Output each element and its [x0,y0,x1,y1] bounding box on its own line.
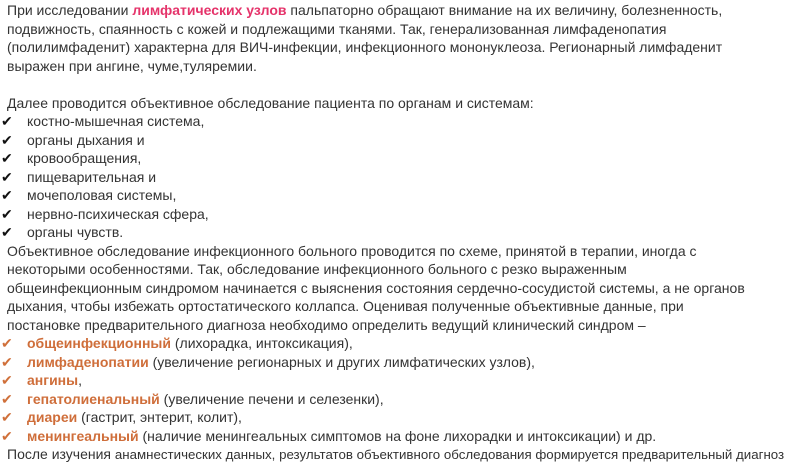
check-icon: ✔ [1,224,13,240]
exam-line-2: некоторыми особенностями. Так, обследование инфекционного больного с резко выраженным [7,261,627,277]
check-icon: ✔ [1,150,13,166]
list-item: ✔ мочеполовая системы, [1,187,177,203]
syndrome-name: диареи [27,409,78,425]
paragraph-gap [7,75,797,94]
syndromes-list [1,334,797,445]
list-item: ✔ нервно-психическая сфера, [1,205,209,222]
syndrome-item: ✔ гепатолиенальный (увеличение печени и селезенки), [1,390,384,407]
list-item: ✔ органы чувств. [1,224,124,240]
exam-line-3: общеинфекционным синдромом начинается с выяснения состояния сердечно-сосудистой системы, а не органов [7,279,745,296]
check-icon: ✔ [1,113,13,129]
systems-list [1,112,797,242]
check-icon: ✔ [1,131,13,148]
list-item: ✔ органы дыхания и [1,131,145,148]
syndrome-item: ✔ диареи (гастрит, энтерит, колит), [1,409,242,425]
syndrome-name: лимфаденопатии [27,353,149,370]
check-icon: ✔ [1,168,13,185]
systems-heading: Далее проводится объективное обследование пациента по органам и системам: [7,94,534,111]
check-icon: ✔ [1,427,13,444]
check-icon: ✔ [1,409,13,425]
intro-line-3: (полилимфаденит) характерна для ВИЧ-инфекции, инфекционного мононуклеоза. Регионарный лимфаденит [7,39,723,55]
exam-line-5: постановке предварительного диагноза необходимо определить ведущий клинический синдром – [7,316,646,333]
check-icon: ✔ [1,390,13,407]
list-item: ✔ костно-мышечная система, [1,113,205,129]
syndrome-item: ✔ менингеальный (наличие менингеальных симптомов на фоне лихорадки и интоксикации) и др. [1,427,657,444]
syndrome-item: ✔ общеинфекционный (лихорадка, интоксикация), [1,335,353,351]
syndrome-item: ✔ лимфаденопатии (увеличение регионарных и других лимфатических узлов), [1,353,535,370]
exam-line-4: дыхания, чтобы избежать ортостатического коллапса. Оценивая полученные объективные данные, при [7,298,684,314]
syndrome-name: общеинфекционный [27,335,171,351]
lymph-nodes-highlight: лимфатических узлов [132,2,287,18]
document-page [1,1,797,465]
syndrome-name: ангины [27,372,79,388]
list-item: ✔ кровообращения, [1,150,142,166]
syndrome-name: гепатолиенальный [27,390,160,407]
check-icon: ✔ [1,372,13,388]
check-icon: ✔ [1,353,13,370]
list-item: ✔ пищеварительная и [1,168,157,185]
footer-line: После изучения анамнестических данных, результатов объективного обследования формируется предварительный диагноз [7,446,785,462]
exam-line-1: Объективное обследование инфекционного больного проводится по схеме, принятой в терапии, иногда с [7,242,697,259]
syndrome-name: менингеальный [27,427,139,444]
check-icon: ✔ [1,187,13,203]
syndrome-item: ✔ ангины, [1,372,82,388]
intro-line-1: При исследовании лимфатических узлов пальпаторно обращают внимание на их величину, болезненность, [7,2,723,18]
check-icon: ✔ [1,335,13,351]
intro-line-2: подвижность, спаянность с кожей и подлежащими тканями. Так, генерализованная лимфаденопатия [7,20,667,37]
check-icon: ✔ [1,205,13,222]
intro-line-4: выражен при ангине, чуме,туляремии. [7,57,257,74]
